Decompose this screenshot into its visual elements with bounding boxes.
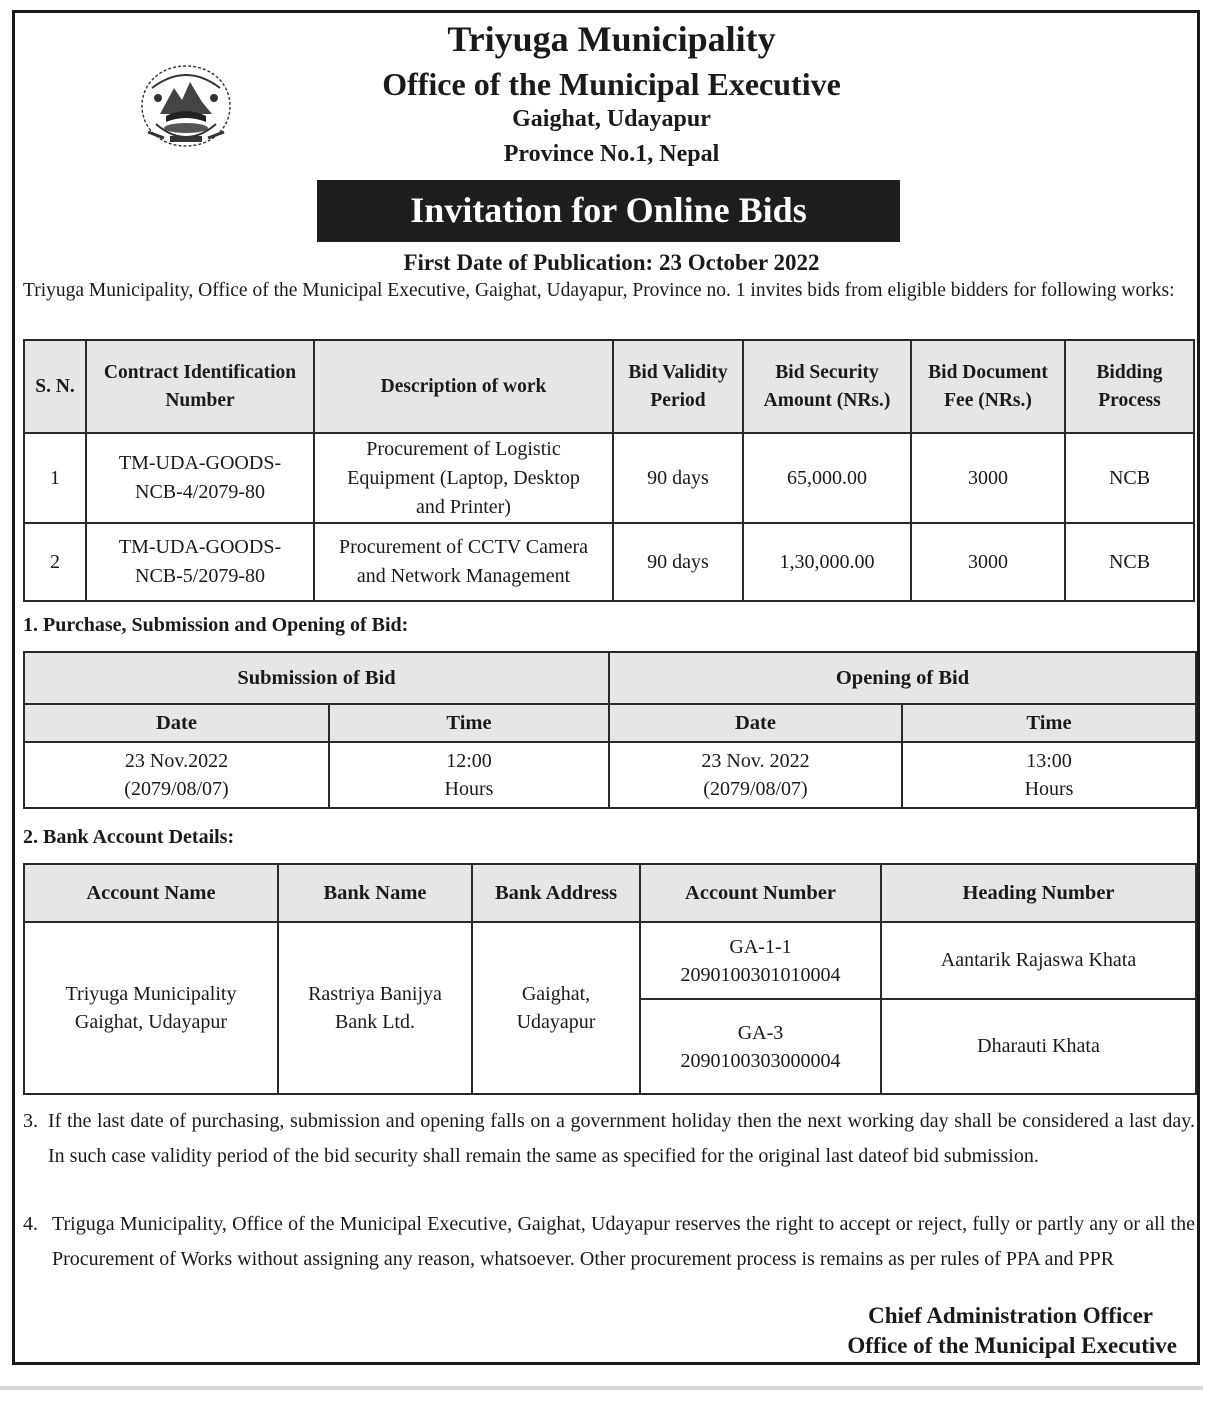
table-cell: TM-UDA-GOODS-NCB-4/2079-80 [86, 433, 314, 523]
schedule-table [23, 651, 1197, 809]
works-table [23, 339, 1195, 602]
note-item [23, 1104, 1195, 1173]
office-title: Office of the Municipal Executive [382, 66, 841, 102]
note-text: If the last date of purchasing, submission and opening falls on a government holiday then the next working day shall be considered a last day. In such case validity period of the bid security shall remain the same as specified for the original last dateof bid submission. [48, 1110, 1195, 1167]
note-number: 4. [23, 1213, 38, 1235]
note-number: 3. [23, 1110, 38, 1132]
office-address: Gaighat, Udayapur [512, 106, 711, 132]
table-header-row [24, 864, 1196, 922]
table-cell: 1,30,000.00 [743, 523, 911, 601]
table-cell: GA-1-1 2090100301010004 [640, 922, 881, 999]
table-cell: Rastriya Banijya Bank Ltd. [278, 922, 472, 1094]
table-cell: Aantarik Rajaswa Khata [881, 922, 1196, 999]
table-header-row [24, 652, 1196, 704]
table-cell: 23 Nov.2022 (2079/08/07) [24, 742, 329, 808]
table-cell: Triyuga Municipality Gaighat, Udayapur [24, 922, 278, 1094]
column-header: Time [902, 704, 1196, 742]
section-heading: 2. Bank Account Details: [23, 826, 235, 848]
table-cell: 1 [24, 433, 86, 523]
table-cell: 2 [24, 523, 86, 601]
table-row [24, 433, 1194, 523]
table-cell: GA-3 2090100303000004 [640, 999, 881, 1094]
signature-office: Office of the Municipal Executive [847, 1333, 1177, 1358]
table-row [24, 742, 1196, 808]
column-header: Bank Address [472, 864, 640, 922]
column-header: Date [24, 704, 329, 742]
table-cell: Procurement of Logistic Equipment (Laptop, Desktop and Printer) [314, 433, 613, 523]
table-cell: 3000 [911, 523, 1065, 601]
signature-title: Chief Administration Officer [868, 1303, 1153, 1328]
bank-table [23, 863, 1197, 1095]
table-cell: 90 days [613, 433, 743, 523]
column-header: Bid Document Fee (NRs.) [911, 340, 1065, 433]
publication-date: First Date of Publication: 23 October 2022 [403, 250, 820, 275]
notice-banner: Invitation for Online Bids [317, 180, 900, 242]
page-divider [0, 1386, 1203, 1390]
section-heading: 1. Purchase, Submission and Opening of Bid: [23, 614, 409, 636]
column-header: Bid Security Amount (NRs.) [743, 340, 911, 433]
intro-paragraph: Triyuga Municipality, Office of the Municipal Executive, Gaighat, Udayapur, Province no. 1 invites bids from eligible bidders for following works: [23, 280, 1175, 301]
org-title: Triyuga Municipality [447, 19, 776, 59]
table-cell: NCB [1065, 433, 1194, 523]
column-header: Description of work [314, 340, 613, 433]
column-group-header: Opening of Bid [609, 652, 1196, 704]
table-cell: 13:00 Hours [902, 742, 1196, 808]
province-label: Province No.1, Nepal [503, 141, 720, 167]
column-header: Heading Number [881, 864, 1196, 922]
table-row [24, 922, 1196, 999]
column-header: Time [329, 704, 609, 742]
column-header: S. N. [24, 340, 86, 433]
table-row [24, 523, 1194, 601]
column-header: Contract Identification Number [86, 340, 314, 433]
table-cell: Procurement of CCTV Camera and Network Management [314, 523, 613, 601]
table-cell: 90 days [613, 523, 743, 601]
column-header: Bid Validity Period [613, 340, 743, 433]
table-cell: 3000 [911, 433, 1065, 523]
table-cell: Gaighat, Udayapur [472, 922, 640, 1094]
table-cell: NCB [1065, 523, 1194, 601]
table-cell: 65,000.00 [743, 433, 911, 523]
table-cell: 23 Nov. 2022 (2079/08/07) [609, 742, 902, 808]
table-header-row [24, 340, 1194, 433]
column-header: Bidding Process [1065, 340, 1194, 433]
table-header-row [24, 704, 1196, 742]
table-cell: 12:00 Hours [329, 742, 609, 808]
column-header: Account Number [640, 864, 881, 922]
table-cell: TM-UDA-GOODS-NCB-5/2079-80 [86, 523, 314, 601]
column-header: Date [609, 704, 902, 742]
column-group-header: Submission of Bid [24, 652, 609, 704]
note-item [23, 1207, 1195, 1276]
column-header: Bank Name [278, 864, 472, 922]
note-text: Triguga Municipality, Office of the Municipal Executive, Gaighat, Udayapur reserves the right to accept or reject, fully or partly any or all the Procurement of Works without assigning any reason, whatsoever. Other procurement process is remains as per rules of PPA and PPR [52, 1213, 1195, 1270]
column-header: Account Name [24, 864, 278, 922]
table-cell: Dharauti Khata [881, 999, 1196, 1094]
